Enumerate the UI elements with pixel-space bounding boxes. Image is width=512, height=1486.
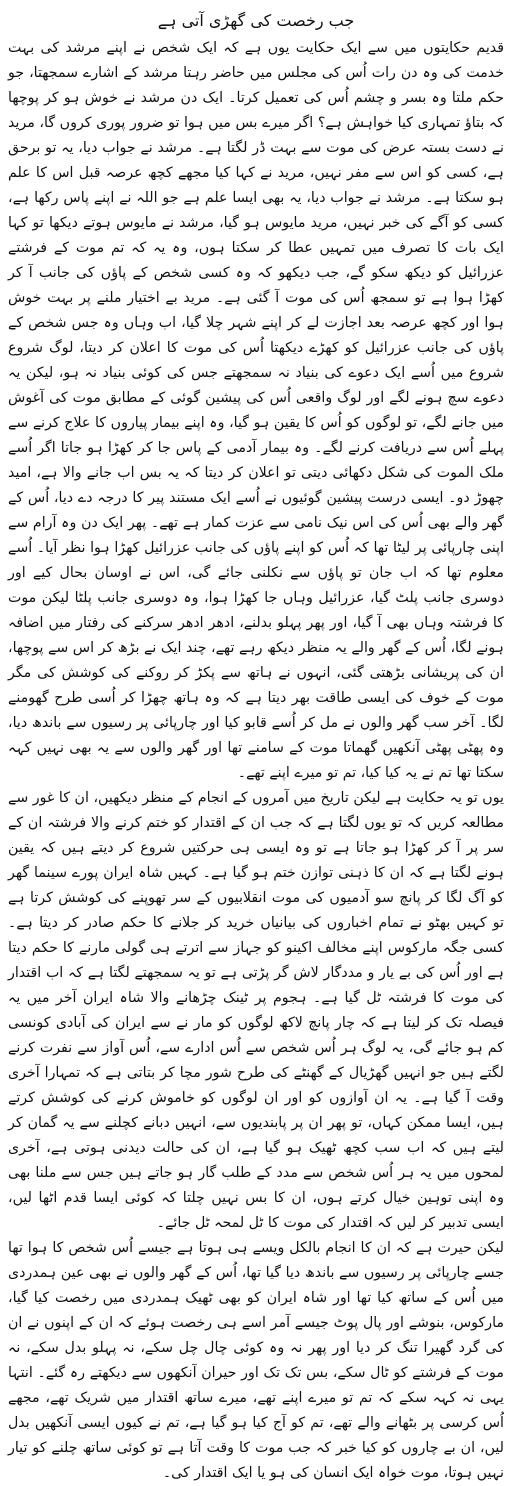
article-body — [8, 36, 504, 1486]
article-paragraph-1: قدیم حکایتوں میں سے ایک حکایت یوں ہے کہ ایک شخص نے اپنے مرشد کی بہت خدمت کی وہ دن رات اُس کی مجلس میں حاضر رہتا مرشد کے اشارے سمجھتا، جو حکم ملتا وہ بسر و چشم اُس کی تعمیل کرتا۔ ایک دن مرشد نے خوش ہو کر پوچھا کہ بتاؤ تمہاری کیا خواہش ہے؟ اگر میرے بس میں ہوا تو ضرور پوری کروں گا، مرید نے دست بستہ عرض کی موت سے بہت ڈر لگتا ہے۔ مرشد نے جواب دیا، یہ تو برحق ہے، کسی کو اس سے مفر نہیں، مرید نے کہا کیا مجھے کچھ عرصہ قبل اس کا علم ہو سکتا ہے۔ مرشد نے جواب دیا، یہ بھی ایسا علم ہے جو اللہ نے اپنے پاس رکھا ہے، کسی کو آگے کی خبر نہیں، مرید مایوس ہو گیا، مرشد نے مایوس ہوتے دیکھا تو کہا ایک بات کا تصرف میں تمہیں عطا کر سکتا ہوں، وہ یہ کہ تم موت کے فرشتے عزرائیل کو دیکھ سکو گے، جب دیکھو کہ وہ کسی شخص کے پاؤں کی جانب آ کر کھڑا ہوا ہے تو سمجھ اُس کی موت آ گئی ہے۔ مرید بے اختیار ملنے پر بہت خوش ہوا اور کچھ عرصہ بعد اجازت لے کر اپنے شہر چلا گیا، اب وہاں وہ جس شخص کے پاؤں کی جانب عزرائیل کو کھڑے دیکھتا اُس کی موت کا اعلان کر دیتا، لوگ شروع شروع میں اُسے ایک دعوے کی بنیاد نہ سمجھتے جس کی کوئی بنیاد نہ ہو، لیکن یہ دعوے سچ ہونے لگے اور لوگ واقعی اُس کی پیشین گوئی کے مطابق موت کی آغوش میں جانے لگے، تو لوگوں کو اُس کا یقین ہو گیا، وہ اپنے بیمار پیاروں کا علاج کرنے سے پہلے اُس سے دریافت کرنے لگے۔ وہ بیمار آدمی کے پاس جا کر کھڑا ہو جاتا اگر اُسے ملک الموت کی شکل دکھائی دیتی تو اعلان کر دیتا کہ یہ بس اب جانے والا ہے، امید چھوڑ دو۔ ایسی درست پیشین گوئیوں نے اُسے ایک مستند پیر کا درجہ دے دیا، اُس کے گھر والے بھی اُس کی اس نیک نامی سے عزت کمار ہے تھے۔ پھر ایک دن وہ آرام سے اپنی چارپائی پر لیٹا تھا کہ اُس کو اپنے پاؤں کی جانب عزرائیل کھڑا ہوا نظر آیا۔ اُسے معلوم تھا کہ اب جان تو پاؤں سے نکلنی جائے گی، اس نے اوسان بحال کیے اور دوسری جانب پلٹ گیا، عزرائیل وہاں جا کھڑا ہوا، وہ دوسری جانب پلٹا لیکن موت کا فرشتہ وہاں بھی آ گیا، اور پھر پہلو بدلنے، ادھر ادھر سرکنے کی رفتار میں اضافہ ہونے لگا، اُس کے گھر والے یہ منظر دیکھ رہے تھے، چند ایک نے بڑھ کر اس سے پوچھا، ان کی پریشانی بڑھتی گئی، انہوں نے ہاتھ سے پکڑ کر روکنے کی کوشش کی مگر موت کے خوف کی ایسی طاقت بھر دیتا ہے کہ وہ ہاتھ چھڑا کر اُسی طرح گھومنے لگا۔ آخر سب گھر والوں نے مل کر اُسے قابو کیا اور چارپائی پر رسیوں سے باندھ دیا، وہ پھٹی پھٹی آنکھیں گھماتا موت کے سامنے تھا اور گھر والوں سے یہ بھی نہیں کہہ سکتا تھا تم نے یہ کیا کیا، تم تو میرے اپنے تھے۔ — [8, 40, 504, 781]
article-paragraph-2: یوں تو یہ حکایت ہے لیکن تاریخ میں آمروں کے انجام کے منظر دیکھیں، ان کا غور سے مطالعہ کریں کہ تو یوں لگتا ہے کہ جب ان کے اقتدار کو ختم کرنے والا فرشتہ ان کے سر پر آ کر کھڑا ہو جاتا ہے تو وہ ایسی ہی حرکتیں شروع کر دیتے ہیں کہ یقین ہونے لگتا ہے کہ ان کا ذہنی توازن ختم ہو گیا ہے۔ کہیں شاہ ایران پورے سینما گھر کو آگ لگا کر پانچ سو آدمیوں کی موت انقلابیوں کے سر تھوپنے کی کوشش کرتا ہے تو کہیں بھٹو نے تمام اخباروں کی بیانیاں خرید کر جلانے کا حکم صادر کر دیتا ہے۔ کسی جگہ مارکوس اپنے مخالف اکینو کو جہاز سے اترتے ہی گولی مارنے کا حکم دیتا ہے اور اُس کی بے یار و مددگار لاش گر پڑتی ہے تو یہ سمجھتے لگتا ہے کہ اب اقتدار کی موت کا فرشتہ ٹل گیا ہے۔ ہجوم پر ٹینک چڑھانے والا شاہ ایران آخر میں یہ فیصلہ تک کر لیتا ہے کہ چار پانچ لاکھ لوگوں کو مار نے سے ایران کی آبادی کونسی کم ہو جائے گی، یہ لوگ ہر اُس شخص سے اُس ادارے سے، اُس آواز سے نفرت کرنے لگتے ہیں جو انہیں گھڑیال کے گھنٹے کی طرح شور مچا کر بتاتی ہے کہ تمہارا آخری وقت آ گیا ہے۔ یہ ان آوازوں کو اور ان لوگوں کو خاموش کرنے کی کوشش کرتے ہیں، ایسا ممکن کہاں، تو پھر ان پر پابندیوں سے، انہیں دبانے کچلنے سے یہ گمان کر لیتے ہیں کہ اب سب کچھ ٹھیک ہو گیا ہے، ان کی حالت دیدنی ہوتی ہے، آخری لمحوں میں یہ ہر اُس شخص سے مدد کے طلب گار ہو جاتے ہیں جس سے ملنا بھی وہ اپنی توہین خیال کرتے ہوں، ان کا بس نہیں چلتا کہ کوئی ایسا قدم اٹھا لیں، ایسی تدبیر کر لیں کہ اقتدار کی موت کا ٹل لمحہ ٹل جائے۔ — [8, 790, 504, 1231]
article-title: جب رخصت کی گھڑی آتی ہے — [157, 11, 355, 30]
article-paragraph-3: لیکن حیرت ہے کہ ان کا انجام بالکل ویسے ہی ہوتا ہے جیسے اُس شخص کا ہوا تھا جسے چارپائی پر رسیوں سے باندھ دیا گیا تھا، اُس کے گھر والوں نے بھی عین ہمدردی میں اُس کے ساتھ کیا تھا اور شاہ ایران کو بھی ٹھیک ہمدردی میں رخصت کیا گیا، مارکوس، بنوشے اور پال پوٹ جیسے آمر اسے ہی رخصت ہوئے کہ ان کے اپنوں نے ان کی گرد گھیرا تنگ کر دیا اور پھر نہ وہ کوئی چال چل سکے، نہ پہلو بدل سکے، نہ موت کے فرشتے کو ٹال سکے، بس تک تک اور حیران آنکھوں سے دیکھتے رہ گئے۔ انتہا یہی نہ کہہ سکے کہ تم تو میرے اپنے تھے، میرے ساتھ اقتدار میں شریک تھے، مجھے اُس کرسی پر بٹھانے والے تھے، تم کو آج کیا ہو گیا ہے، تم نے کیوں ایسی آنکھیں بدل لیں، ان بے چاروں کو کیا خبر کہ جب موت کا وقت آتا ہے تو کوئی ساتھ چلنے کو تیار نہیں ہوتا، موت خواہ ایک انسان کی ہو یا ایک اقتدار کی۔ — [8, 1240, 504, 1481]
